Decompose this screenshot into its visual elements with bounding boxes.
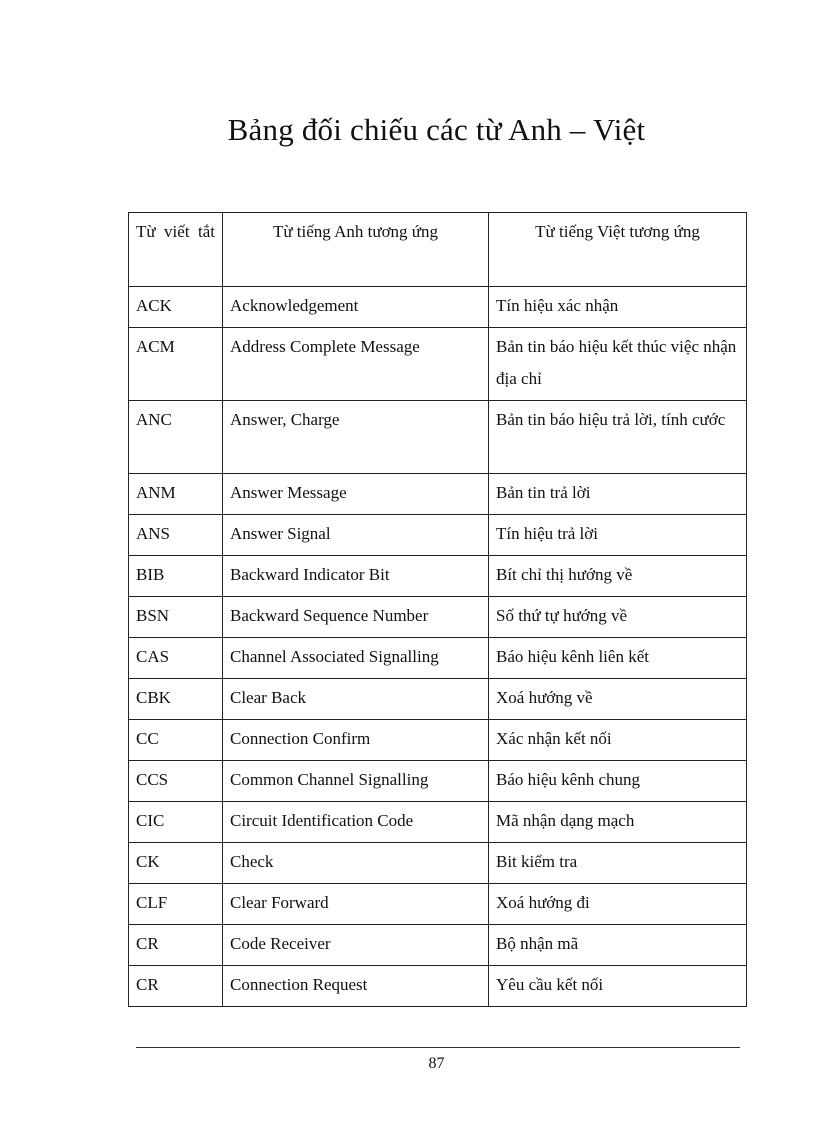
vietnamese-term-cell: Bit kiểm tra [489,843,747,884]
english-term-cell: Acknowledgement [223,287,489,328]
english-term-cell: Channel Associated Signalling [223,638,489,679]
abbreviation-cell: CCS [129,761,223,802]
table-row [129,679,747,720]
table-row [129,966,747,1007]
english-term-cell: Answer, Charge [223,401,489,474]
table-row [129,925,747,966]
vietnamese-term-cell: Tín hiệu xác nhận [489,287,747,328]
abbreviation-cell: CBK [129,679,223,720]
abbreviation-cell: ACK [129,287,223,328]
vietnamese-term-cell: Bản tin báo hiệu kết thúc việc nhận địa chỉ [489,328,747,401]
vietnamese-term-cell: Báo hiệu kênh liên kết [489,638,747,679]
abbreviation-cell: BIB [129,556,223,597]
table-row [129,884,747,925]
english-term-cell: Clear Forward [223,884,489,925]
english-term-cell: Backward Sequence Number [223,597,489,638]
page-number: 87 [428,1055,445,1072]
abbreviation-cell: ANM [129,474,223,515]
table-row [129,843,747,884]
abbreviation-cell: CC [129,720,223,761]
glossary-table [128,212,747,1007]
table-header-row [129,213,747,287]
table-row [129,802,747,843]
table-row [129,515,747,556]
vietnamese-term-cell: Số thứ tự hướng về [489,597,747,638]
abbreviation-cell: ANS [129,515,223,556]
vietnamese-term-cell: Bản tin báo hiệu trả lời, tính cước [489,401,747,474]
vietnamese-term-cell: Xoá hướng đi [489,884,747,925]
table-row [129,720,747,761]
table-row [129,401,747,474]
english-term-cell: Code Receiver [223,925,489,966]
table-row [129,638,747,679]
abbreviation-cell: CIC [129,802,223,843]
vietnamese-term-cell: Xác nhận kết nối [489,720,747,761]
english-term-cell: Address Complete Message [223,328,489,401]
table-row [129,287,747,328]
footer-divider [136,1047,740,1048]
table-row [129,761,747,802]
english-term-cell: Circuit Identification Code [223,802,489,843]
english-term-cell: Clear Back [223,679,489,720]
abbreviation-cell: ACM [129,328,223,401]
table-row [129,556,747,597]
header-abbreviation: Từ viết tắt [129,213,223,287]
vietnamese-term-cell: Bít chỉ thị hướng về [489,556,747,597]
english-term-cell: Answer Signal [223,515,489,556]
abbreviation-cell: CAS [129,638,223,679]
abbreviation-cell: ANC [129,401,223,474]
english-term-cell: Connection Request [223,966,489,1007]
abbreviation-cell: CR [129,966,223,1007]
vietnamese-term-cell: Bản tin trả lời [489,474,747,515]
vietnamese-term-cell: Yêu cầu kết nối [489,966,747,1007]
table-row [129,474,747,515]
vietnamese-term-cell: Báo hiệu kênh chung [489,761,747,802]
english-term-cell: Backward Indicator Bit [223,556,489,597]
header-vietnamese: Từ tiếng Việt tương ứng [489,213,747,287]
table-row [129,597,747,638]
english-term-cell: Answer Message [223,474,489,515]
table-row [129,328,747,401]
abbreviation-cell: CLF [129,884,223,925]
page-title: Bảng đối chiếu các từ Anh – Việt [227,112,646,147]
vietnamese-term-cell: Tín hiệu trả lời [489,515,747,556]
vietnamese-term-cell: Bộ nhận mã [489,925,747,966]
english-term-cell: Connection Confirm [223,720,489,761]
abbreviation-cell: BSN [129,597,223,638]
vietnamese-term-cell: Xoá hướng về [489,679,747,720]
header-english: Từ tiếng Anh tương ứng [223,213,489,287]
abbreviation-cell: CR [129,925,223,966]
vietnamese-term-cell: Mã nhận dạng mạch [489,802,747,843]
abbreviation-cell: CK [129,843,223,884]
english-term-cell: Check [223,843,489,884]
english-term-cell: Common Channel Signalling [223,761,489,802]
